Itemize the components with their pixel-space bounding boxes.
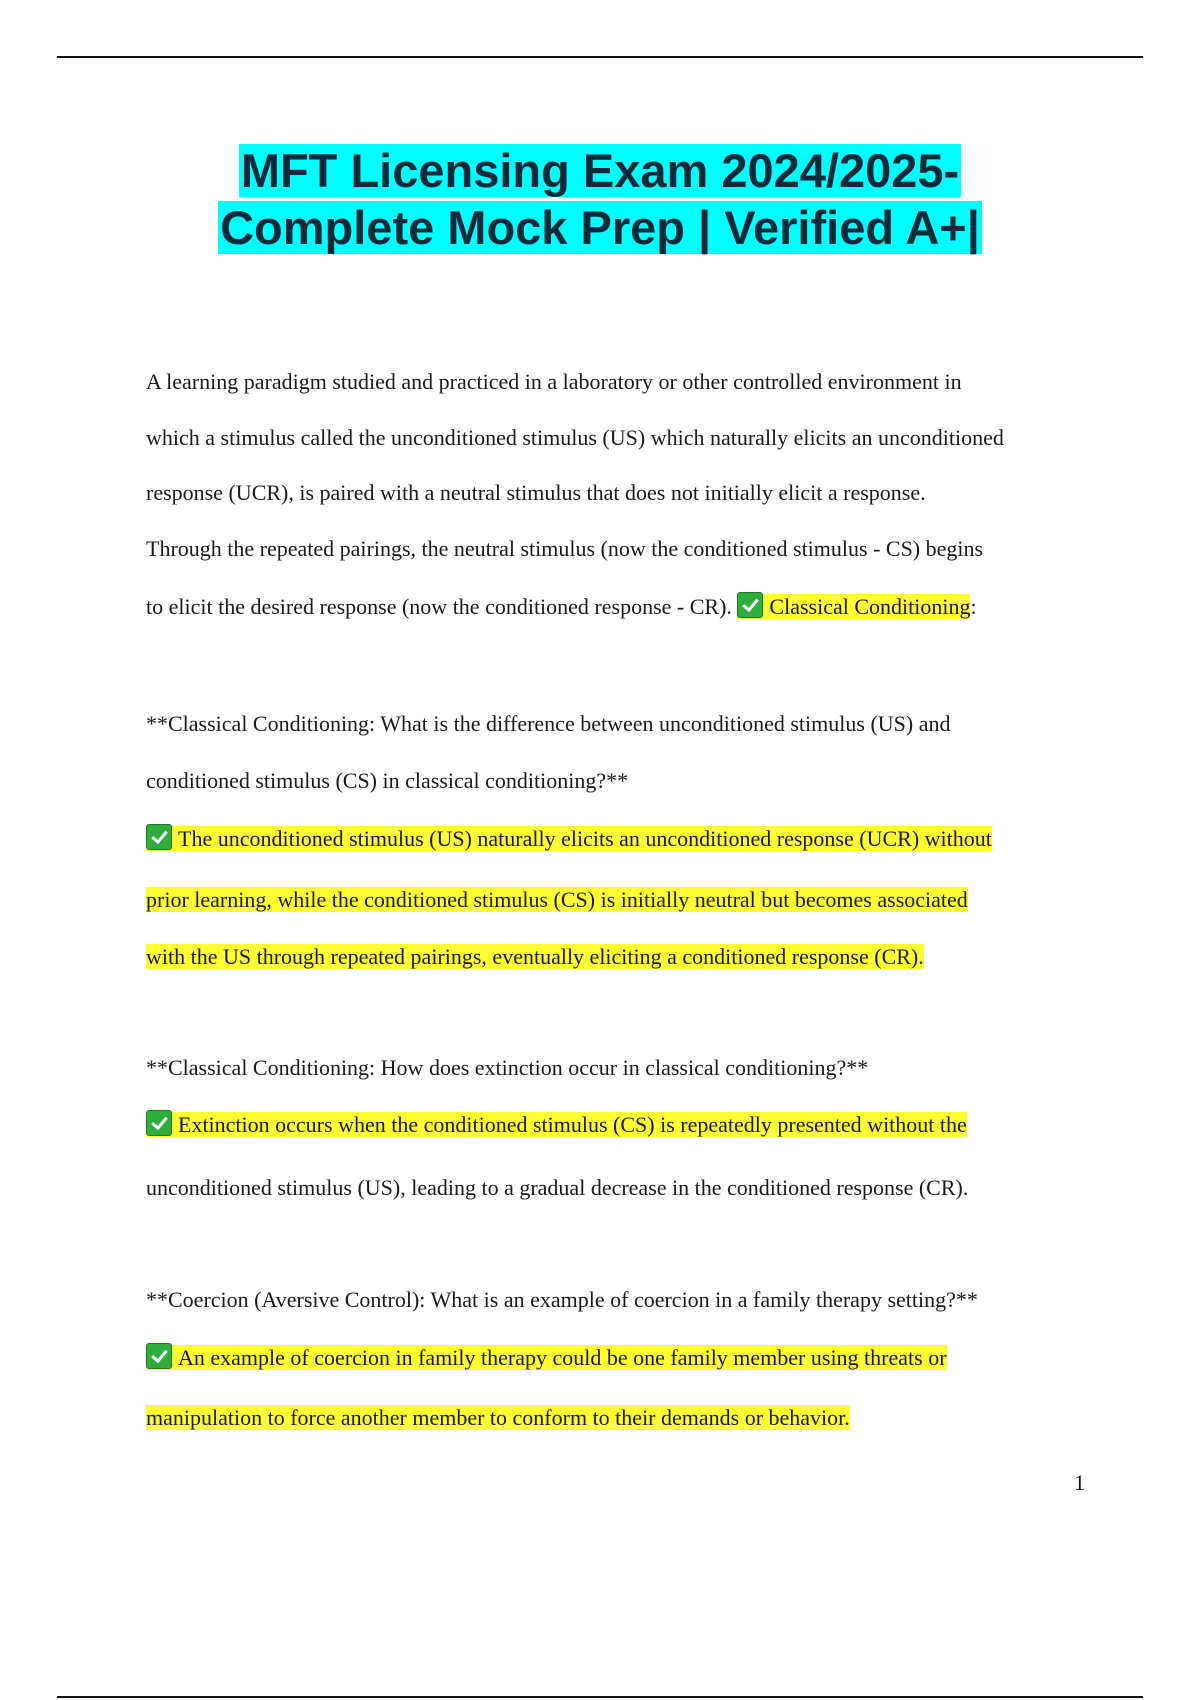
- intro-line-2: which a stimulus called the unconditioned stimulus (US) which naturally elicits an unconditioned: [146, 425, 1004, 450]
- answer-1-highlight-3: with the US through repeated pairings, eventually eliciting a conditioned response (CR).: [146, 944, 924, 969]
- page-number: 1: [1074, 1470, 1085, 1495]
- answer-2-highlight-1: [146, 1112, 967, 1137]
- answer-3-text-1: An example of coercion in family therapy could be one family member using threats or: [178, 1345, 947, 1370]
- check-mark-icon: [146, 824, 172, 850]
- intro-line-3: response (UCR), is paired with a neutral stimulus that does not initially elicit a response.: [146, 480, 926, 505]
- answer-2-line-2: unconditioned stimulus (US), leading to a gradual decrease in the conditioned response (CR).: [146, 1175, 969, 1200]
- answer-3-line-2: [146, 1403, 850, 1433]
- question-1-line-1: **Classical Conditioning: What is the difference between unconditioned stimulus (US) and: [146, 711, 951, 736]
- answer-2-text-1: Extinction occurs when the conditioned stimulus (CS) is repeatedly presented without the: [178, 1112, 967, 1137]
- intro-answer: [737, 594, 970, 619]
- question-2-line-1: **Classical Conditioning: How does extinction occur in classical conditioning?**: [146, 1055, 869, 1080]
- question-1-line-2: conditioned stimulus (CS) in classical conditioning?**: [146, 768, 629, 793]
- answer-1-text-1: The unconditioned stimulus (US) naturally elicits an unconditioned response (UCR) without: [178, 826, 992, 851]
- answer-1-highlight-1: [146, 826, 992, 851]
- intro-answer-text: Classical Conditioning: [769, 594, 971, 619]
- answer-3-highlight-1: [146, 1345, 947, 1370]
- check-mark-icon: [146, 1110, 172, 1136]
- title-line-2: Complete Mock Prep | Verified A+|: [220, 201, 980, 254]
- answer-3-line-1: [146, 1343, 947, 1373]
- check-mark-icon: [737, 592, 763, 618]
- answer-1-line-3: [146, 942, 924, 972]
- bottom-rule: [57, 1696, 1143, 1698]
- answer-1-line-2: [146, 885, 968, 915]
- answer-2-line-1: [146, 1110, 967, 1140]
- answer-1-highlight-2: prior learning, while the conditioned stimulus (CS) is initially neutral but becomes associated: [146, 887, 968, 912]
- question-3-line-1: **Coercion (Aversive Control): What is an example of coercion in a family therapy setting?**: [146, 1287, 978, 1312]
- intro-line-4: Through the repeated pairings, the neutral stimulus (now the conditioned stimulus - CS) begins: [146, 536, 984, 561]
- intro-answer-suffix: :: [970, 594, 977, 619]
- top-rule: [57, 56, 1143, 58]
- intro-line-5-text: to elicit the desired response (now the conditioned response - CR).: [146, 594, 732, 619]
- title-line-1: MFT Licensing Exam 2024/2025-: [240, 144, 960, 197]
- answer-3-highlight-2: manipulation to force another member to conform to their demands or behavior.: [146, 1405, 850, 1430]
- document-title: [0, 142, 1200, 256]
- intro-line-1: A learning paradigm studied and practiced in a laboratory or other controlled environment in: [146, 369, 962, 394]
- intro-line-5: [146, 592, 977, 622]
- answer-1-line-1: [146, 824, 992, 854]
- check-mark-icon: [146, 1343, 172, 1369]
